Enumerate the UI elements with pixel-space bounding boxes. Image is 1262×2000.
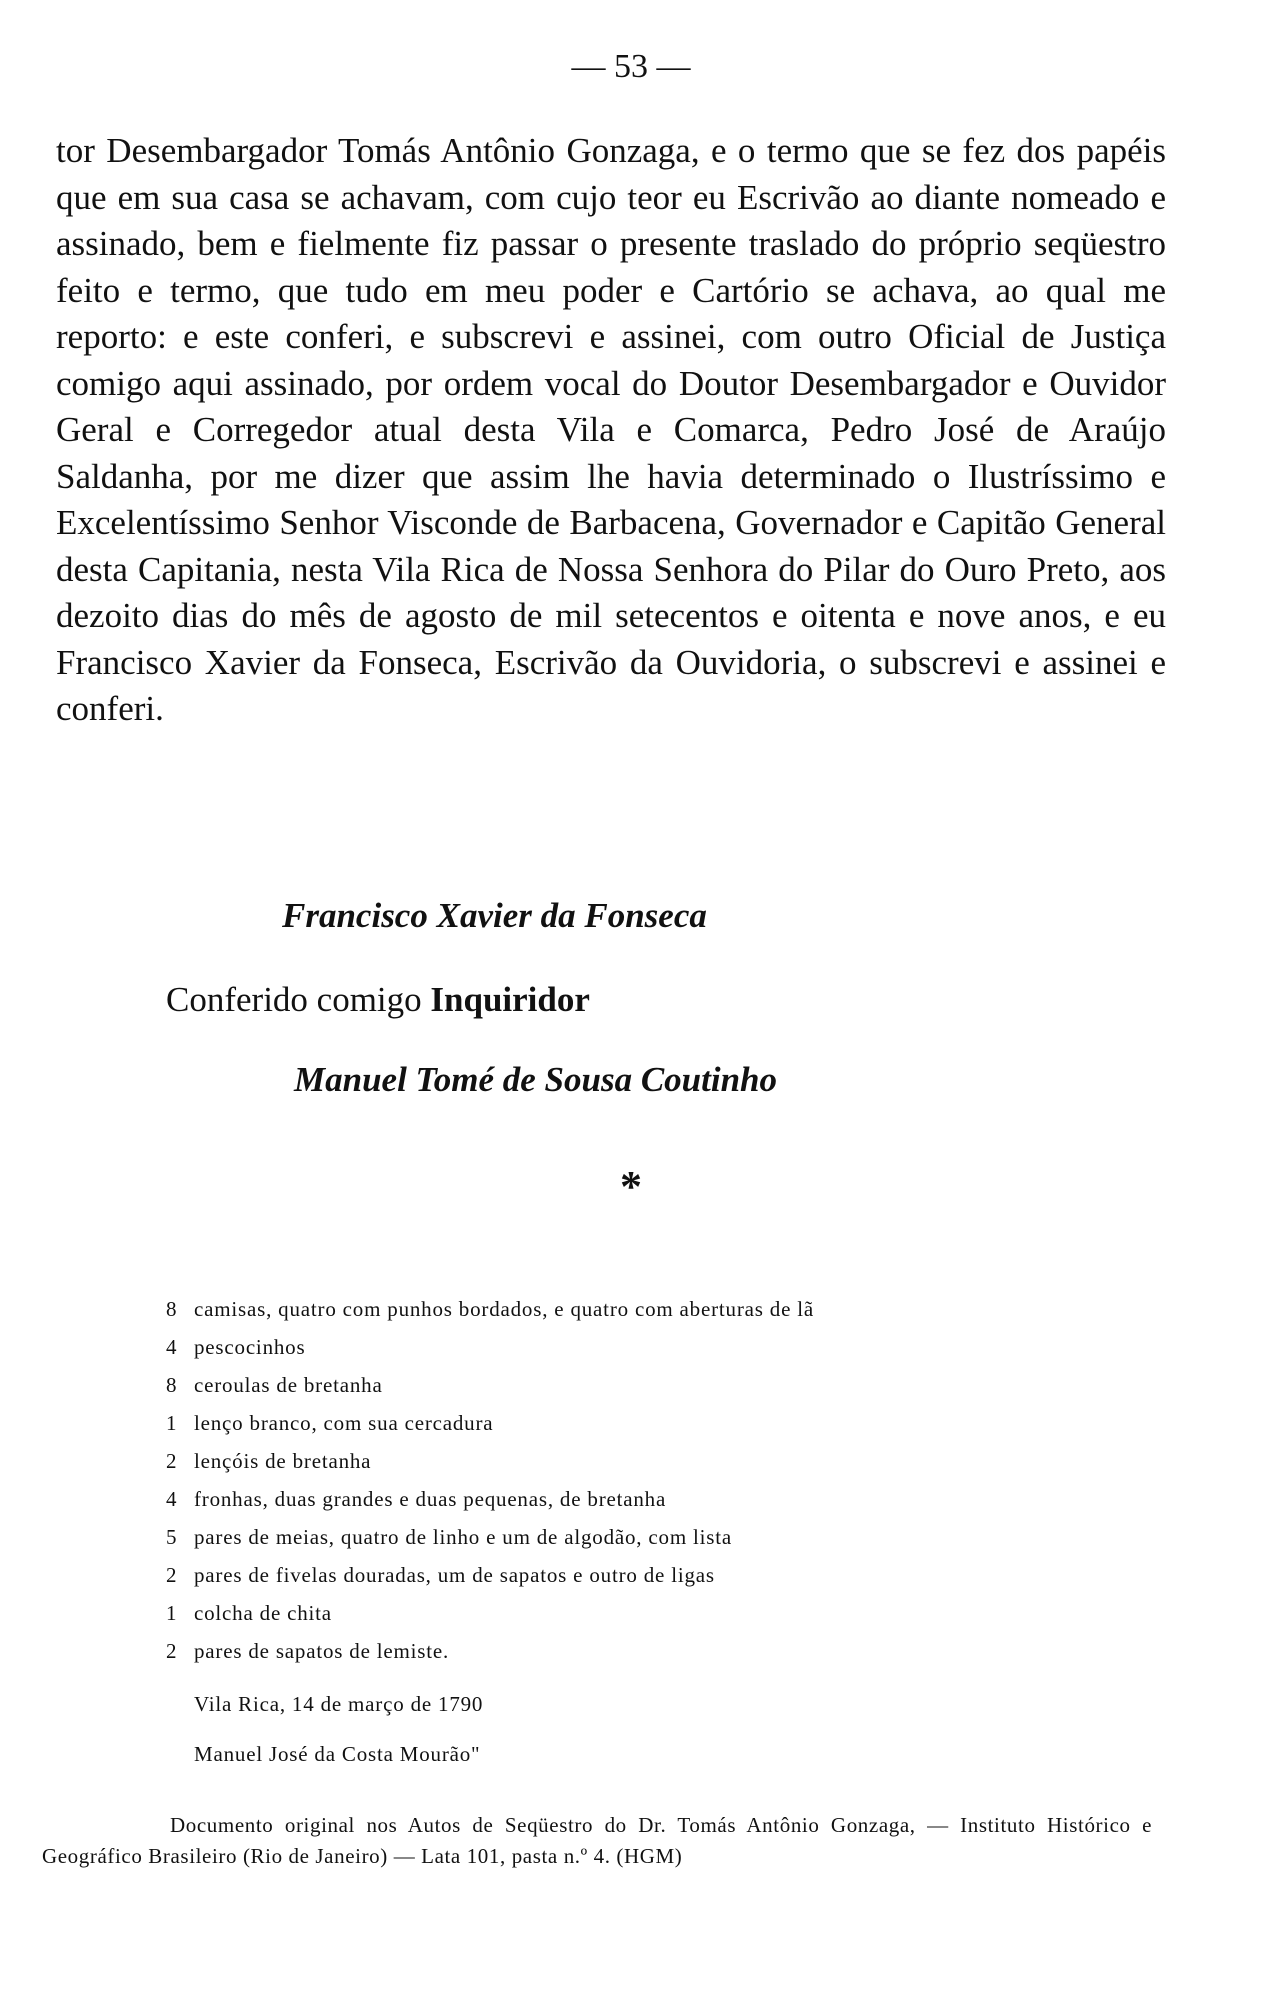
item-quantity: 4: [166, 1335, 178, 1359]
item-text: pescocinhos: [194, 1335, 306, 1359]
item-text: pares de fivelas douradas, um de sapatos e outro de ligas: [194, 1563, 715, 1587]
conferido-line: [166, 980, 590, 1020]
conferido-title: Inquiridor: [430, 980, 590, 1019]
item-quantity: 2: [166, 1639, 178, 1663]
list-item: [166, 1556, 1166, 1594]
item-text: lenço branco, com sua cercadura: [194, 1411, 494, 1435]
list-item: [166, 1480, 1166, 1518]
item-quantity: 2: [166, 1563, 178, 1587]
list-item: [166, 1366, 1166, 1404]
conferido-prefix: Conferido comigo: [166, 980, 422, 1019]
list-item: [166, 1404, 1166, 1442]
item-text: lençóis de bretanha: [194, 1449, 372, 1473]
body-paragraph: tor Desembargador Tomás Antônio Gonzaga, e o termo que se fez dos papéis que em sua casa se achavam, com cujo teor eu Escrivão ao diante nomeado e assinado, bem e fielmente fiz passar o presente traslado do próprio seqüestro feito e termo, que tudo em meu poder e Cartório se achava, ao qual me reporto: e este conferi, e subscrevi e assinei, com outro Oficial de Justiça comigo aqui assinado, por ordem vocal do Doutor Desembargador e Ouvidor Geral e Corregedor atual desta Vila e Comarca, Pedro José de Araújo Saldanha, por me dizer que assim lhe havia determinado o Ilustríssimo e Excelentíssimo Senhor Visconde de Barbacena, Governador e Capitão General desta Capitania, nesta Vila Rica de Nossa Senhora do Pilar do Ouro Preto, aos dezoito dias do mês de agosto de mil setecentos e oitenta e nove anos, e eu Francisco Xavier da Fonseca, Escrivão da Ouvidoria, o subscrevi e assinei e conferi.: [56, 131, 1166, 728]
inventory-list: [166, 1290, 1166, 1670]
item-quantity: 8: [166, 1297, 178, 1321]
closing-place-date: Vila Rica, 14 de março de 1790: [194, 1692, 484, 1716]
list-item: [166, 1290, 1166, 1328]
item-quantity: 8: [166, 1373, 178, 1397]
item-text: camisas, quatro com punhos bordados, e quatro com aberturas de lã: [194, 1297, 814, 1321]
item-quantity: 2: [166, 1449, 178, 1473]
item-quantity: 1: [166, 1411, 178, 1435]
item-quantity: 1: [166, 1601, 178, 1625]
page-number: — 53 —: [571, 48, 691, 85]
signature-manuel: Manuel Tomé de Sousa Coutinho: [294, 1060, 778, 1099]
list-item: [166, 1442, 1166, 1480]
list-item: [166, 1518, 1166, 1556]
signature-francisco: Francisco Xavier da Fonseca: [282, 896, 707, 935]
asterisk-separator: *: [620, 1162, 642, 1211]
item-quantity: 4: [166, 1487, 178, 1511]
closing-signature: Manuel José da Costa Mourão": [194, 1742, 481, 1766]
item-text: pares de sapatos de lemiste.: [194, 1639, 450, 1663]
source-note: Documento original nos Autos de Seqüestro do Dr. Tomás Antônio Gonzaga, — Instituto Histórico e Geográfico Brasileiro (Rio de Janeiro) — Lata 101, pasta n.º 4. (HGM): [42, 1813, 1152, 1868]
list-item: [166, 1328, 1166, 1366]
item-text: fronhas, duas grandes e duas pequenas, de bretanha: [194, 1487, 667, 1511]
item-quantity: 5: [166, 1525, 178, 1549]
item-text: colcha de chita: [194, 1601, 332, 1625]
list-item: [166, 1594, 1166, 1632]
item-text: ceroulas de bretanha: [194, 1373, 383, 1397]
item-text: pares de meias, quatro de linho e um de algodão, com lista: [194, 1525, 733, 1549]
list-item: [166, 1632, 1166, 1670]
